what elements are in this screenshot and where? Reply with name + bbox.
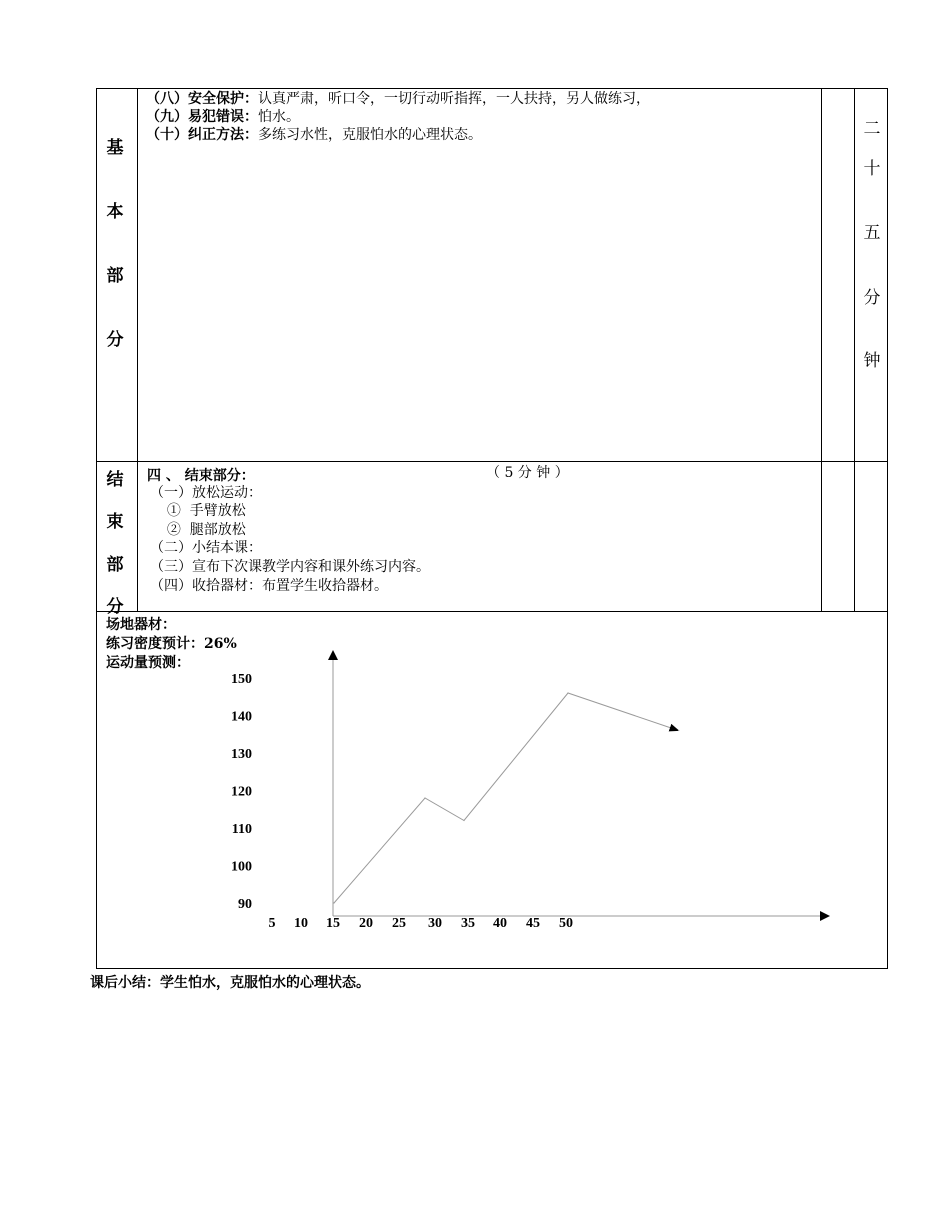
main-label-char: 部 <box>106 266 124 286</box>
x-axis-arrow-icon <box>820 911 830 921</box>
main-label-char: 分 <box>106 330 124 350</box>
x-tick-label: 45 <box>526 916 540 931</box>
duration-char: 分 <box>863 288 881 308</box>
series-line <box>334 693 679 903</box>
y-tick-label: 100 <box>231 859 252 875</box>
duration-char: 二 <box>863 119 881 139</box>
ending-item: ② 腿部放松 <box>158 522 246 538</box>
series-point <box>333 902 334 903</box>
y-tick-label: 140 <box>231 709 252 725</box>
ending-label-char: 分 <box>106 597 124 617</box>
correction-text: 多练习水性，克服怕水的心理状态。 <box>258 127 482 143</box>
ending-label-char: 结 <box>106 470 124 490</box>
y-tick-label: 150 <box>231 672 252 687</box>
load-label: 运动量预测： <box>106 655 190 671</box>
mistakes-label: （九）易犯错误： <box>146 109 258 125</box>
main-label-char: 基 <box>106 138 124 158</box>
x-tick-label: 10 <box>294 916 308 931</box>
duration-char: 钟 <box>863 351 881 371</box>
safety-text: 认真严肃，听口令，一切行动听指挥，一人扶持，另人做练习， <box>258 91 650 107</box>
x-tick-label: 30 <box>428 916 442 931</box>
x-tick-label: 40 <box>493 916 507 931</box>
y-tick-label: 120 <box>231 784 252 800</box>
ending-item: （一）放松运动： <box>150 485 262 501</box>
x-tick-label: 5 <box>268 916 276 931</box>
duration-char: 十 <box>863 159 881 179</box>
venue-label: 场地器材： <box>106 617 176 633</box>
mistakes-text: 怕水。 <box>258 109 300 125</box>
ending-time: （ 5 分 钟 ） <box>486 465 569 481</box>
ending-item: ① 手臂放松 <box>158 503 246 519</box>
safety-label: （八）安全保护： <box>146 91 258 107</box>
series-point <box>678 730 679 731</box>
lesson-summary: 课后小结：学生怕水，克服怕水的心理状态。 <box>90 975 370 991</box>
x-tick-label: 25 <box>392 916 406 931</box>
ending-item: （三）宣布下次课教学内容和课外练习内容。 <box>150 559 430 575</box>
ending-heading: 四 、 结束部分： <box>147 468 255 484</box>
ending-label-char: 束 <box>106 512 124 532</box>
ending-item: （二）小结本课： <box>150 540 262 556</box>
ending-item: （四）收拾器材：布置学生收拾器材。 <box>150 578 388 594</box>
main-label-char: 本 <box>106 202 124 222</box>
series-point <box>463 820 464 821</box>
x-tick-label: 50 <box>559 916 573 931</box>
x-tick-label: 35 <box>461 916 475 931</box>
x-tick-label: 20 <box>359 916 373 931</box>
correction-label: （十）纠正方法： <box>146 127 258 143</box>
density-label: 练习密度预计：26% <box>106 636 237 652</box>
y-axis-arrow-icon <box>328 650 338 660</box>
series-point <box>424 797 425 798</box>
series-point <box>567 692 568 693</box>
y-tick-label: 130 <box>231 747 252 762</box>
ending-label-char: 部 <box>106 555 124 575</box>
y-tick-label: 110 <box>231 822 252 837</box>
duration-char: 五 <box>863 223 881 243</box>
x-tick-label: 15 <box>326 916 340 931</box>
y-tick-label: 90 <box>238 897 252 912</box>
